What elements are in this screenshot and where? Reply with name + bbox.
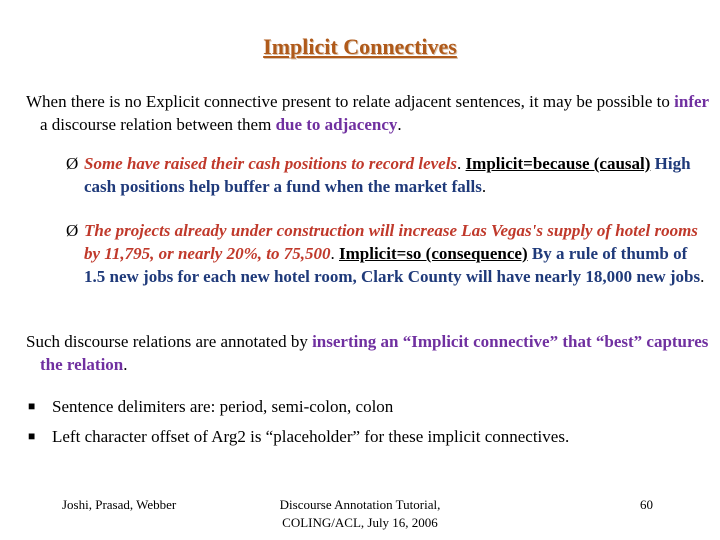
intro-text-2: a discourse relation between them	[40, 115, 276, 134]
annotation-paragraph	[26, 330, 712, 376]
page-number: 60	[640, 497, 653, 512]
footer-authors: Joshi, Prasad, Webber	[62, 497, 177, 512]
bullet-item	[28, 425, 720, 448]
example-2-arg1: The projects already under construction will increase Las Vegas's supply of hotel rooms by 11,795, or nearly 20%, to 75,500	[84, 221, 698, 263]
example-1-connective: Implicit=because (causal)	[465, 154, 651, 173]
example-1-end: .	[481, 177, 487, 196]
bullet-text: Sentence delimiters are: period, semi-colon, colon	[52, 397, 394, 416]
footer-venue-line-1: Discourse Annotation Tutorial,	[279, 497, 441, 512]
example-1-arg1: Some have raised their cash positions to record levels	[84, 154, 458, 173]
square-bullet-icon: ■	[28, 429, 36, 443]
intro-text-1: When there is no Explicit connective present to relate adjacent sentences, it may be possible to	[26, 92, 675, 111]
example-2	[66, 219, 712, 288]
footer-venue	[240, 496, 480, 532]
annotation-text-2: .	[123, 355, 128, 374]
footer-venue-line-2: COLING/ACL, July 16, 2006	[282, 515, 438, 530]
slide-title: Implicit Connectives	[263, 34, 457, 59]
bullet-item	[28, 395, 720, 418]
example-1-arg2: High cash positions help buffer a fund when the market falls	[84, 154, 691, 196]
annotation-highlight: inserting an “Implicit connective” that “best” captures the relation	[40, 332, 709, 374]
intro-paragraph	[26, 90, 712, 136]
example-2-dot: .	[330, 244, 339, 263]
arrow-bullet-icon: Ø	[66, 154, 79, 173]
arrow-bullet-icon: Ø	[66, 221, 79, 240]
example-2-end: .	[700, 267, 705, 286]
annotation-text-1: Such discourse relations are annotated by	[26, 332, 313, 351]
example-2-connective: Implicit=so (consequence)	[339, 244, 528, 263]
intro-text-3: .	[397, 115, 402, 134]
square-bullet-icon: ■	[28, 399, 36, 413]
example-1	[66, 152, 712, 198]
example-2-arg2: By a rule of thumb of 1.5 new jobs for each new hotel room, Clark County will have nearly 18,000 new jobs	[84, 244, 701, 286]
bullet-text: Left character offset of Arg2 is “placeholder” for these implicit connectives.	[52, 427, 570, 446]
example-1-dot: .	[457, 154, 466, 173]
intro-adjacency: due to adjacency	[275, 115, 398, 134]
intro-infer: infer	[674, 92, 710, 111]
